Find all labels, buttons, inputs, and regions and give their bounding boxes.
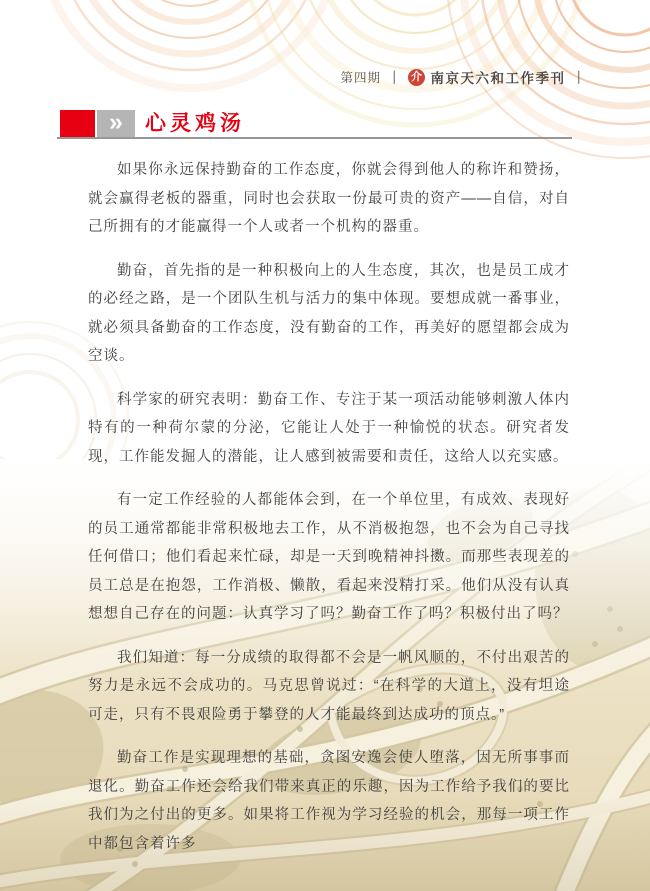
section-heading: [57, 107, 572, 139]
article-paragraph-3: 科学家的研究表明：勤奋工作、专注于某一项活动能够刺激人体内特有的一种荷尔蒙的分泌，它能让人处于一种愉悦的状态。研究者发现，工作能发掘人的潜能，让人感到被需要和责任，这给人以充实感。: [88, 391, 570, 465]
logo-glyph: 介: [410, 70, 423, 83]
red-square-marker: [60, 110, 95, 137]
article-paragraph-2: 勤奋，首先指的是一种积极向上的人生态度，其次，也是员工成才的必经之路，是一个团队生机与活力的集中体现。要想成就一番事业，就必须具备勤奋的工作态度，没有勤奋的工作，再美好的愿望都会成为空谈。: [88, 262, 570, 364]
article-body: [88, 156, 570, 873]
double-chevron-icon: [97, 107, 135, 137]
article-paragraph-5: 我们知道：每一分成绩的取得都不会是一帆风顺的，不付出艰苦的努力是永远不会成功的。马克思曾说过：“在科学的大道上，没有坦途可走，只有不畏艰险勇于攀登的人才能最终到达成功的顶点。”: [88, 649, 570, 723]
journal-name: 南京天六和工作季刊: [430, 71, 566, 86]
issue-label: 第四期: [340, 71, 381, 85]
header-trailing-divider: ｜: [572, 71, 586, 85]
article-paragraph-4: 有一定工作经验的人都能体会到，在一个单位里，有成效、表现好的员工通常都能非常积极地去工作，从不消极抱怨，也不会为自己寻找任何借口；他们看起来忙碌，却是一天到晚精神抖擞。而那些表现差的员工总是在抱怨，工作消极、懒散，看起来没精打采。他们从没有认真想想自己存在的问题：认真学习了吗？勤奋工作了吗？积极付出了吗？: [88, 492, 570, 622]
section-title: 心灵鸡汤: [145, 111, 245, 135]
header-divider: ｜: [387, 71, 402, 85]
article-paragraph-6: 勤奋工作是实现理想的基础，贪图安逸会使人堕落，因无所事事而退化。勤奋工作还会给我们带来真正的乐趣，因为工作给予我们的要比我们为之付出的更多。如果将工作视为学习经验的机会，那每一项工作中都包含着许多: [88, 750, 570, 852]
chevron-glyph: »: [109, 107, 123, 136]
article-paragraph-1: 如果你永远保持勤奋的工作态度，你就会得到他人的称许和赞扬，就会赢得老板的器重，同时也会获取一份最可贵的资产——自信，对自己所拥有的才能赢得一个人或者一个机构的器重。: [88, 162, 570, 235]
page-header: [340, 67, 588, 87]
journal-logo-icon: [408, 69, 425, 86]
